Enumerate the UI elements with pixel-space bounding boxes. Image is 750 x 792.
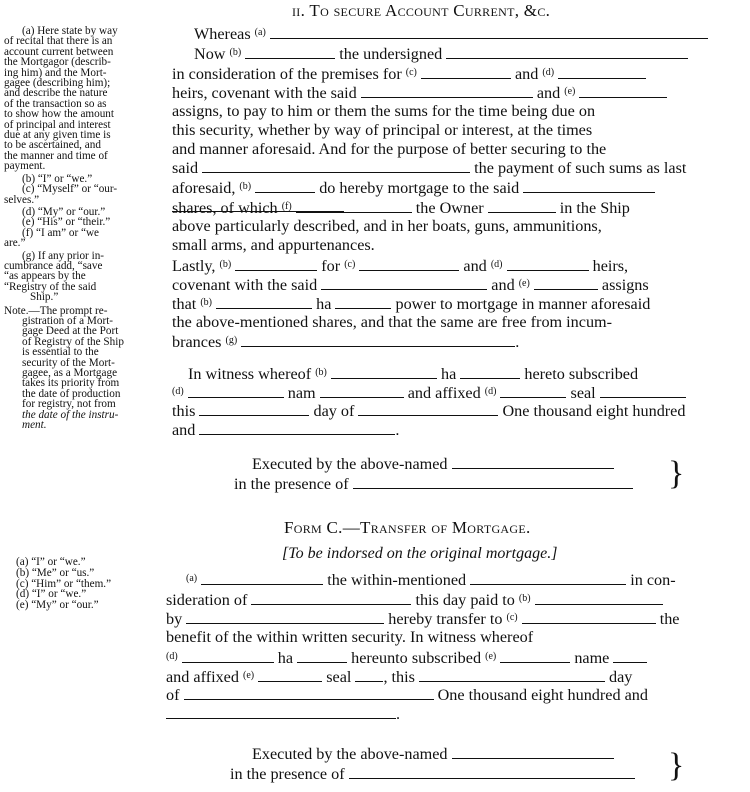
text: One thousand eight hundred	[502, 402, 686, 420]
blank-field[interactable]	[270, 26, 708, 39]
blank-field[interactable]	[258, 669, 322, 682]
blank-field[interactable]	[216, 296, 312, 309]
margin-note-line: takes its priority from	[22, 377, 120, 390]
text: the	[659, 610, 680, 628]
blank-field[interactable]	[535, 592, 663, 605]
margin-note-line: gage Deed at the Port	[22, 325, 119, 338]
execution-block-1	[234, 455, 692, 497]
margin-note-line: ment.	[22, 419, 47, 432]
margin-note-line: (g) If any prior in-	[22, 249, 105, 262]
blank-field[interactable]	[452, 746, 614, 759]
text: Whereas	[194, 25, 251, 43]
text: Form C.—Transfer of Mortgage.	[284, 518, 531, 537]
text: in the Ship	[559, 199, 630, 217]
blank-field[interactable]	[202, 160, 470, 173]
form-line	[194, 24, 708, 44]
form-line	[172, 275, 649, 295]
text: assigns	[601, 276, 649, 294]
form-line: this security, whether by way of principal or interest, at the times	[172, 121, 593, 139]
blank-field[interactable]	[353, 476, 633, 489]
margin-note-line: the Mortgagor (describ-	[4, 56, 111, 69]
footnote-marker: (a)	[254, 27, 266, 38]
blank-field[interactable]	[331, 366, 437, 379]
margin-note-line: to show how the amount	[4, 108, 115, 121]
text: in con-	[630, 571, 676, 589]
blank-field[interactable]	[579, 85, 667, 98]
blank-field[interactable]	[523, 180, 655, 193]
brace-glyph: }	[668, 747, 685, 784]
text: sideration of	[166, 591, 248, 609]
margin-notes-bottom	[16, 557, 166, 611]
blank-field[interactable]	[186, 611, 384, 624]
margin-note-line: (c) “Myself” or “our-	[22, 183, 118, 196]
blank-field[interactable]	[613, 650, 647, 663]
text: in consideration of the premises for	[172, 65, 402, 83]
margin-note-line: Ship.”	[30, 291, 59, 304]
text: hereto subscribed	[524, 365, 639, 383]
margin-note-line: cumbrance add, “save	[4, 259, 103, 272]
form-c-title	[284, 518, 531, 538]
margin-note-line: account current between	[4, 45, 114, 58]
form-line	[172, 64, 646, 84]
blank-field[interactable]	[534, 277, 598, 290]
text: nam	[287, 384, 316, 402]
form-line	[188, 364, 638, 384]
text: day of	[313, 402, 355, 420]
margin-note-line: ing him) and the Mort-	[4, 66, 107, 79]
form-line	[252, 455, 614, 474]
blank-field[interactable]	[358, 403, 498, 416]
form-c-subtitle	[282, 545, 557, 563]
footnote-marker: (d)	[490, 259, 503, 270]
margin-note-line: gagee, as a Mortgage	[22, 367, 118, 379]
blank-field[interactable]	[188, 385, 284, 398]
text: Executed by the above-named	[252, 455, 448, 473]
blank-field[interactable]	[361, 85, 533, 98]
form-line	[172, 294, 650, 314]
margin-note-line: gagee (describing him);	[4, 77, 111, 90]
footnote-marker: (a)	[186, 573, 198, 584]
text: One thousand eight hundred and	[437, 686, 648, 704]
blank-field[interactable]	[421, 66, 511, 79]
heading-text: ii. To secure Account Current, &c.	[292, 1, 551, 20]
footnote-marker: (b)	[229, 47, 242, 58]
blank-field[interactable]	[335, 296, 391, 309]
margin-note-line: for registry, not from	[22, 398, 116, 411]
blank-field[interactable]	[500, 650, 570, 663]
form-line	[166, 590, 663, 610]
form-line	[172, 83, 667, 103]
form-line	[172, 198, 630, 218]
blank-field[interactable]	[321, 277, 487, 290]
margin-note-line: the date of production	[22, 387, 121, 400]
margin-note-line: and describe the nature	[4, 87, 108, 100]
footnote-marker: (b)	[219, 259, 232, 270]
text: of	[166, 686, 180, 704]
margin-note-line: the date of the instru-	[22, 408, 119, 421]
text: and	[536, 84, 561, 102]
text: and	[463, 257, 487, 275]
footnote-marker: (d)	[172, 386, 184, 397]
blank-field[interactable]	[359, 258, 459, 271]
blank-field[interactable]	[460, 366, 520, 379]
form-line	[166, 667, 632, 687]
form-line: the above-mentioned shares, and that the same are free from incum-	[172, 313, 613, 331]
text: by	[166, 610, 183, 628]
text: this	[172, 402, 196, 420]
text: heirs,	[592, 257, 629, 275]
form-line	[166, 686, 648, 705]
text: and	[491, 276, 515, 294]
form-line	[166, 609, 679, 629]
brace-glyph: }	[668, 455, 685, 492]
text: Lastly,	[172, 257, 216, 275]
text: ha	[277, 649, 294, 667]
text: power to mortgage in manner aforesaid	[395, 295, 651, 313]
text: and affixed	[166, 668, 239, 686]
margin-note-line: security of the Mort-	[22, 356, 115, 369]
form-ii-body	[172, 24, 746, 444]
blank-field[interactable]	[251, 592, 411, 605]
blank-field[interactable]	[199, 403, 309, 416]
footnote-marker: (b)	[200, 297, 212, 308]
text: that	[172, 295, 197, 313]
blank-field[interactable]	[184, 687, 434, 700]
footnote-marker: (e)	[243, 670, 255, 681]
form-line: small arms, and appurtenances.	[172, 236, 375, 254]
form-line: assigns, to pay to him or them the sums for the time being due on	[172, 102, 596, 120]
text: In witness whereof	[188, 365, 312, 383]
footnote-marker: (d)	[484, 386, 497, 397]
margin-note-line: (a) “I” or “we.”	[16, 556, 86, 568]
footnote-marker: (c)	[344, 259, 356, 270]
footnote-marker: (d)	[166, 651, 178, 662]
blank-field[interactable]	[166, 706, 396, 719]
form-line: .	[166, 705, 400, 724]
text: said	[172, 159, 199, 177]
margin-note-line: (a) Here state by way	[22, 25, 118, 37]
footnote-marker: (b)	[239, 181, 252, 192]
blank-field[interactable]	[419, 669, 605, 682]
form-line	[186, 570, 676, 590]
text: the undersigned	[339, 45, 443, 63]
blank-field[interactable]	[488, 200, 556, 213]
margin-note-line: “as appears by the	[4, 270, 86, 283]
blank-field[interactable]	[241, 334, 515, 347]
form-line	[194, 44, 688, 64]
form-line: and manner aforesaid. And for the purpose of better securing to the	[172, 140, 607, 158]
text: for	[321, 257, 341, 275]
form-line: above particularly described, and in her boats, guns, ammunitions,	[172, 217, 602, 235]
footnote-marker: (b)	[315, 367, 327, 378]
blank-field[interactable]	[355, 669, 383, 682]
text: in the presence of	[230, 765, 345, 783]
text: brances	[172, 333, 222, 351]
margin-note-line: (d) “My” or “our.”	[22, 205, 106, 218]
margin-note-line: are.”	[4, 237, 26, 250]
blank-field[interactable]	[201, 572, 323, 585]
form-line	[172, 159, 686, 178]
footnote-marker: (b)	[518, 593, 531, 604]
margin-note-line: to be ascertained, and	[4, 139, 101, 152]
margin-note-line: (b) “Me” or “us.”	[16, 566, 95, 579]
footnote-marker: (e)	[485, 651, 497, 662]
blank-field[interactable]	[500, 385, 566, 398]
margin-note-line: of recital that there is an	[4, 35, 113, 48]
footnote-marker: (e)	[518, 278, 530, 289]
margin-note-line: (e) “His” or “their.”	[22, 216, 111, 229]
form-line	[172, 402, 685, 421]
form-line	[172, 256, 628, 276]
text: seal	[326, 668, 352, 686]
blank-field[interactable]	[507, 258, 589, 271]
blank-field[interactable]	[558, 66, 646, 79]
execution-block-2	[230, 745, 692, 787]
text: do hereby mortgage to the said	[319, 179, 520, 197]
margin-note-line: “Registry of the said	[4, 280, 97, 293]
margin-note-line: gistration of a Mort-	[22, 314, 114, 327]
text: [To be indorsed on the original mortgage.]	[282, 545, 558, 562]
margin-note-line: payment.	[4, 160, 46, 173]
blank-field[interactable]	[199, 422, 395, 435]
blank-field[interactable]	[245, 46, 335, 59]
text: shares, of which	[172, 199, 278, 217]
form-line	[230, 765, 635, 784]
text: the payment of such sums as last	[474, 159, 687, 177]
blank-field[interactable]	[522, 611, 656, 624]
text: ha	[440, 365, 457, 383]
text: hereunto subscribed	[351, 649, 482, 667]
text: heirs, covenant with the said	[172, 84, 357, 102]
footnote-marker: (g)	[225, 335, 238, 346]
blank-field[interactable]	[446, 46, 688, 59]
text: Now	[194, 45, 226, 63]
footnote-marker: (f)	[281, 201, 292, 212]
text: seal	[570, 384, 596, 402]
margin-note-line: selves.”	[4, 193, 40, 206]
blank-field[interactable]	[320, 385, 404, 398]
blank-field[interactable]	[349, 766, 635, 779]
form-line	[172, 178, 655, 198]
margin-note-line: (c) “Him” or “them.”	[16, 577, 112, 590]
text: Executed by the above-named	[252, 745, 448, 763]
margin-note-line: the manner and time of	[4, 149, 108, 162]
form-line: brances $^{(g)}$ .	[172, 333, 520, 351]
blank-field[interactable]	[297, 650, 347, 663]
text: name	[574, 649, 610, 667]
text: and affixed	[407, 384, 481, 402]
text: , this	[383, 668, 415, 686]
margin-note-line: (d) “I” or “we.”	[16, 588, 87, 601]
form-c-body	[166, 570, 746, 730]
page-heading	[292, 1, 550, 21]
form-line: and .	[172, 421, 400, 439]
blank-field[interactable]	[470, 572, 626, 585]
blank-field[interactable]	[235, 258, 317, 271]
margin-note-line: Note.—The prompt re-	[4, 304, 108, 317]
text: covenant with the said	[172, 276, 318, 294]
margin-note-line: of principal and interest	[4, 118, 111, 131]
footnote-marker: (c)	[405, 67, 417, 78]
form-line	[166, 648, 647, 668]
blank-field[interactable]	[182, 650, 274, 663]
blank-field[interactable]	[452, 456, 614, 469]
text: ha	[316, 295, 332, 313]
text: the within-mentioned	[327, 571, 467, 589]
margin-note-line: due at any given time is	[4, 129, 111, 142]
blank-field[interactable]	[296, 200, 412, 213]
margin-note-line: of the transaction so as	[4, 97, 107, 110]
margin-notes-top	[4, 26, 166, 430]
text: this day paid to	[415, 591, 515, 609]
margin-note-line: (f) “I am” or “we	[22, 226, 100, 239]
text: day	[609, 668, 633, 686]
footnote-marker: (e)	[564, 86, 576, 97]
footnote-marker: (c)	[506, 612, 518, 623]
text: the Owner	[415, 199, 484, 217]
blank-field[interactable]	[600, 385, 686, 398]
margin-note-line: (e) “My” or “our.”	[16, 599, 99, 612]
form-line	[252, 745, 614, 764]
form-line	[172, 383, 686, 403]
margin-note-line: is essential to the	[22, 346, 99, 359]
text: in the presence of	[234, 475, 349, 493]
margin-note-line: (b) “I” or “we.”	[22, 172, 93, 185]
text: aforesaid,	[172, 179, 236, 197]
margin-note-line: of Registry of the Ship	[22, 335, 124, 348]
text: and	[172, 421, 196, 439]
text: and	[514, 65, 539, 83]
form-line: benefit of the within written security. In witness whereof	[166, 628, 534, 646]
form-line	[234, 475, 633, 494]
text: hereby transfer to	[388, 610, 503, 628]
blank-field[interactable]	[255, 180, 315, 193]
footnote-marker: (d)	[542, 67, 555, 78]
